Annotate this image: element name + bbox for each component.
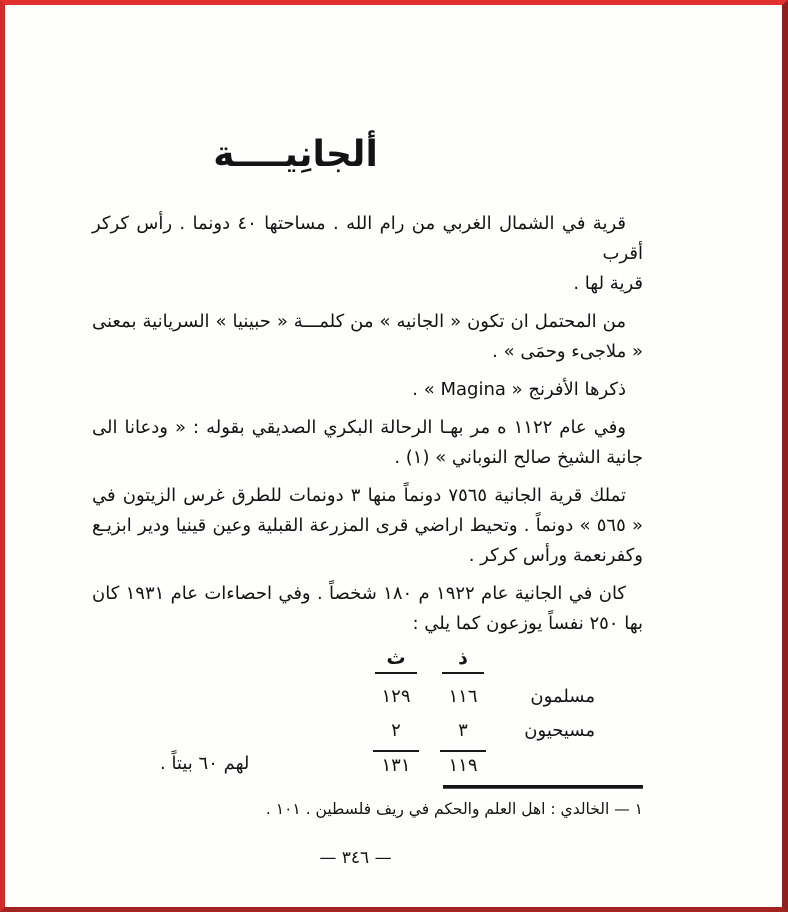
text-line: « ملاجىء وحمَى » .	[492, 341, 643, 362]
census-row-label-muslims: مسلمون	[530, 686, 595, 707]
text-column	[92, 133, 643, 868]
header-underline	[442, 672, 484, 674]
census-females-header	[364, 647, 428, 681]
paragraph-population	[92, 579, 643, 639]
text-line: قرية في الشمال الغربي من رام الله . مساحتها ٤٠ دونما . رأس كركر أقرب	[92, 213, 643, 264]
sum-rule	[373, 750, 419, 752]
census-muslims-females: ١٢٩	[381, 686, 411, 707]
text-line: « ٥٦٥ » دونماً . وتحيط اراضي قرى المزرعة القبلية وعين قينيا ودير ابزيـع	[92, 515, 644, 536]
paragraph-location	[92, 209, 643, 299]
text-line: قرية لها .	[573, 273, 643, 294]
paragraph-land-area	[92, 481, 643, 571]
text-line: وفي عام ١١٢٢ ه مر بهـا الرحالة البكري الصديقي بقوله : « ودعانا الى	[92, 417, 627, 438]
village-name-title: ألجانِيــــة	[213, 134, 378, 175]
header-underline	[375, 672, 417, 674]
census-christians-males: ٣	[458, 720, 468, 741]
paragraph-franks-name	[92, 375, 643, 405]
text-line: ذكرها الأفرنج « Magina » .	[412, 379, 626, 400]
census-row-label-christians: مسيحيون	[524, 720, 595, 741]
census-christians-females: ٢	[391, 720, 401, 741]
page-number: — ٣٤٦ —	[319, 848, 392, 868]
footnote-text: ١ — الخالدي : اهل العلم والحكم في ريف فلسطين . ١٠١ .	[265, 800, 643, 818]
paragraph-traveler-quote	[92, 413, 643, 473]
census-label-header-empty	[498, 647, 595, 681]
census-muslims-males: ١١٦	[448, 686, 478, 707]
census-total-males: ١١٩	[448, 755, 478, 776]
census-females-column	[364, 647, 428, 781]
males-column-letter: ذ	[458, 647, 468, 669]
footnote-separator-rule	[443, 785, 643, 789]
census-table	[92, 647, 643, 781]
paragraph-etymology	[92, 307, 643, 367]
text-line: كان في الجانية عام ١٩٢٢ م ١٨٠ شخصاً . وفي احصاءات عام ١٩٣١ كان	[92, 583, 627, 604]
census-males-column	[428, 647, 498, 781]
text-line: وكفرنعمة ورأس كركر .	[468, 545, 643, 566]
text-line: تملك قرية الجانية ٧٥٦٥ دونماً منها ٣ دونمات للطرق غرس الزيتون في	[92, 485, 626, 506]
census-total-females: ١٣١	[381, 755, 411, 776]
houses-count-note: لهم ٦٠ بيتاً .	[160, 753, 250, 774]
sum-rule	[440, 750, 486, 752]
census-males-header	[428, 647, 498, 681]
text-line: بها ٢٥٠ نفساً يوزعون كما يلي :	[412, 613, 643, 634]
females-column-letter: ث	[386, 647, 406, 669]
census-label-column	[498, 647, 595, 781]
text-line: من المحتمل ان تكون « الجانيه » من كلمـــة « حبينيا » السريانية بمعنى	[92, 311, 626, 332]
text-line: جانية الشيخ صالح النوباني » (١) .	[394, 447, 643, 468]
